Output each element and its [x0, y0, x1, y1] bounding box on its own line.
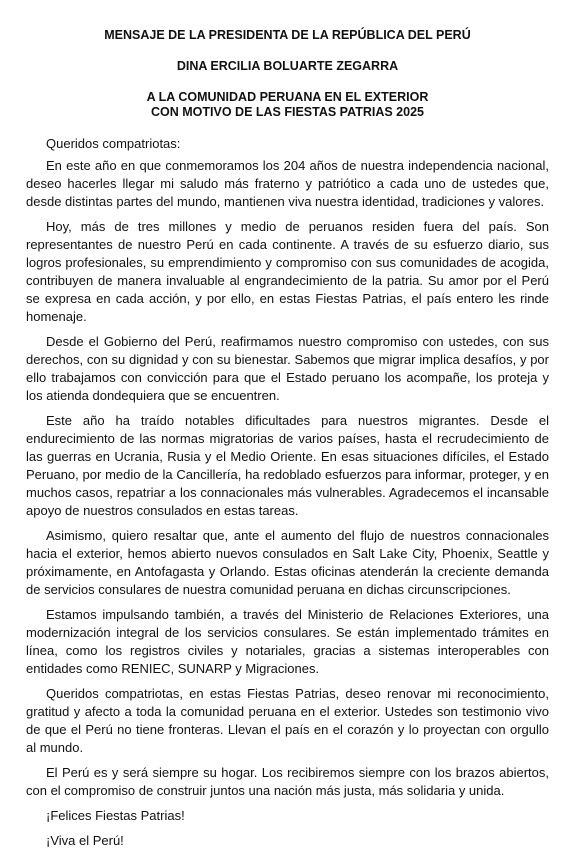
- document-author: DINA ERCILIA BOLUARTE ZEGARRA: [176, 59, 399, 73]
- paragraph-8: El Perú es y será siempre su hogar. Los recibiremos siempre con los brazos abiertos, con el compromiso de construir juntos una nación más justa, más solidaria y unida.: [26, 765, 549, 798]
- paragraph-6: Estamos impulsando también, a través del Ministerio de Relaciones Exteriores, una modernización integral de los servicios consulares. Se están implementado trámites en línea, como los registros civiles y notariales, gracias a sistemas interoperables con entidades como RENIEC, SUNARP y Migraciones.: [26, 607, 549, 676]
- paragraph-5: Asimismo, quiero resaltar que, ante el aumento del flujo de nuestros connacionales hacia el exterior, hemos abierto nuevos consulados en Salt Lake City, Phoenix, Seattle y próximamente, en Antofagasta y Orlando. Estas oficinas atenderán la creciente demanda de servicios consulares de nuestra comunidad peruana en dichas circunscripciones.: [26, 528, 549, 597]
- document-subtitle-line1: A LA COMUNIDAD PERUANA EN EL EXTERIOR: [146, 90, 429, 104]
- closing-line-2: ¡Viva el Perú!: [46, 833, 124, 848]
- closing-line-1: ¡Felices Fiestas Patrias!: [46, 808, 185, 823]
- salutation: Queridos compatriotas:: [46, 136, 181, 151]
- paragraph-1: En este año en que conmemoramos los 204 años de nuestra independencia nacional, deseo hacerles llegar mi saludo más fraterno y patriótico a cada uno de ustedes que, desde distintas partes del mundo, mantienen viva nuestra identidad, tradiciones y valores.: [26, 158, 549, 209]
- document-title: MENSAJE DE LA PRESIDENTA DE LA REPÚBLICA DEL PERÚ: [104, 28, 471, 42]
- document-subtitle-line2: CON MOTIVO DE LAS FIESTAS PATRIAS 2025: [151, 105, 424, 119]
- paragraph-2: Hoy, más de tres millones y medio de peruanos residen fuera del país. Son representantes de nuestro Perú en cada continente. A través de su esfuerzo diario, sus logros profesionales, su emprendimiento y compromiso con sus comunidades de acogida, contribuyen de manera invaluable al engrandecimiento de la patria. Su amor por el Perú se expresa en cada acción, y por ello, en estas Fiestas Patrias, el país entero les rinde homenaje.: [26, 219, 549, 324]
- paragraph-3: Desde el Gobierno del Perú, reafirmamos nuestro compromiso con ustedes, con sus derechos, con su dignidad y con su bienestar. Sabemos que migrar implica desafíos, y por ello trabajamos con convicción para que el Estado peruano los acompañe, los proteja y los atienda dondequiera que se encuentren.: [26, 334, 549, 403]
- paragraph-7: Queridos compatriotas, en estas Fiestas Patrias, deseo renovar mi reconocimiento, gratitud y afecto a toda la comunidad peruana en el exterior. Ustedes son testimonio vivo de que el Perú no tiene fronteras. Llevan el país en el corazón y lo proyectan con orgullo al mundo.: [26, 686, 549, 755]
- paragraph-4: Este año ha traído notables dificultades para nuestros migrantes. Desde el endurecimiento de las normas migratorias de varios países, hasta el recrudecimiento de las guerras en Ucrania, Rusia y el Medio Oriente. En esas situaciones difíciles, el Estado Peruano, por medio de la Cancillería, ha redoblado esfuerzos para informar, proteger, y en muchos casos, repatriar a los connacionales más vulnerables. Agradecemos el incansable apoyo de nuestros consulados en estas tareas.: [26, 413, 549, 518]
- message-document: [26, 28, 549, 857]
